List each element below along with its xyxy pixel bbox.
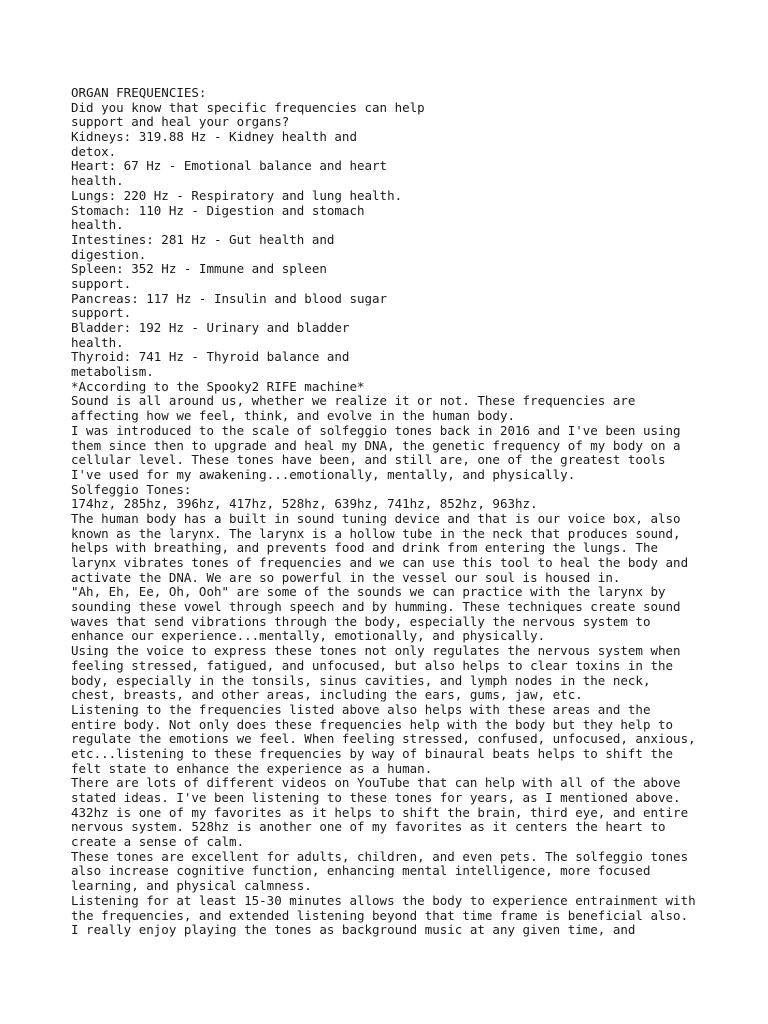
text-line: health. — [71, 173, 124, 189]
document-heading: ORGAN FREQUENCIES: — [71, 85, 207, 100]
text-line: activate the DNA. We are so powerful in the vessel our soul is housed in. — [71, 569, 621, 585]
text-line: felt state to enhance the experience as a human. — [71, 760, 433, 776]
text-line: Thyroid: 741 Hz - Thyroid balance and — [71, 349, 350, 365]
text-line: health. — [71, 217, 124, 233]
text-line: support. — [71, 305, 132, 321]
text-line: Using the voice to express these tones not only regulates the nervous system when — [71, 643, 681, 659]
text-line: also increase cognitive function, enhancing mental intelligence, more focused — [71, 863, 651, 879]
text-line: waves that send vibrations through the body, especially the nervous system to — [71, 613, 651, 629]
text-line: the frequencies, and extended listening beyond that time frame is beneficial also. — [71, 907, 689, 923]
text-line: sounding these vowel through speech and by humming. These techniques create sound — [71, 599, 681, 615]
text-line: known as the larynx. The larynx is a hollow tube in the neck that produces sound, — [71, 525, 681, 541]
text-line: I was introduced to the scale of solfeggio tones back in 2016 and I've been using — [71, 422, 681, 438]
text-line: nervous system. 528hz is another one of my favorites as it centers the heart to — [71, 819, 666, 835]
text-line: learning, and physical calmness. — [71, 878, 312, 894]
text-line: Listening for at least 15-30 minutes allows the body to experience entrainment with — [71, 892, 696, 908]
text-line: affecting how we feel, think, and evolve in the human body. — [71, 408, 516, 424]
text-line: The human body has a built in sound tuning device and that is our voice box, also — [71, 510, 681, 526]
text-line: regulate the emotions we feel. When feeling stressed, confused, unfocused, anxious, — [71, 731, 696, 747]
text-line: Kidneys: 319.88 Hz - Kidney health and — [71, 129, 357, 145]
text-line: health. — [71, 334, 124, 350]
text-line: Stomach: 110 Hz - Digestion and stomach — [71, 202, 365, 218]
text-line: entire body. Not only does these frequencies help with the body but they help to — [71, 716, 674, 732]
text-line: create a sense of calm. — [71, 834, 245, 850]
text-line: stated ideas. I've been listening to these tones for years, as I mentioned above. — [71, 790, 681, 805]
text-line: larynx vibrates tones of frequencies and we can use this tool to heal the body and — [71, 555, 689, 570]
text-line: Heart: 67 Hz - Emotional balance and heart — [71, 158, 388, 174]
text-line: support. — [71, 275, 132, 291]
text-line: Did you know that specific frequencies can help — [71, 99, 425, 115]
text-line: Solfeggio Tones: — [71, 481, 192, 497]
text-line: There are lots of different videos on YouTube that can help with all of the above — [71, 775, 681, 791]
text-line: Pancreas: 117 Hz - Insulin and blood sugar — [71, 290, 388, 306]
text-line: cellular level. These tones have been, and still are, one of the greatest tools — [71, 452, 666, 468]
text-line: Sound is all around us, whether we realize it or not. These frequencies are — [71, 393, 636, 409]
text-line: feeling stressed, fatigued, and unfocused, but also helps to clear toxins in the — [71, 657, 674, 673]
document-body — [71, 86, 711, 938]
text-line: detox. — [71, 143, 117, 159]
text-line: etc...listening to these frequencies by way of binaural beats helps to shift the — [71, 745, 674, 761]
text-line: Bladder: 192 Hz - Urinary and bladder — [71, 320, 350, 335]
text-line: *According to the Spooky2 RIFE machine* — [71, 378, 365, 394]
text-line: 432hz is one of my favorites as it helps to shift the brain, third eye, and entire — [71, 804, 689, 820]
text-line: Lungs: 220 Hz - Respiratory and lung health. — [71, 187, 403, 203]
text-line: These tones are excellent for adults, children, and even pets. The solfeggio tones — [71, 848, 689, 864]
text-line: Listening to the frequencies listed above also helps with these areas and the — [71, 701, 651, 717]
text-line: enhance our experience...mentally, emotionally, and physically. — [71, 628, 546, 644]
text-line: Intestines: 281 Hz - Gut health and — [71, 231, 335, 247]
text-line: Spleen: 352 Hz - Immune and spleen — [71, 261, 327, 277]
text-line: helps with breathing, and prevents food and drink from entering the lungs. The — [71, 540, 658, 556]
text-line: body, especially in the tonsils, sinus cavities, and lymph nodes in the neck, — [71, 672, 651, 688]
text-line: them since then to upgrade and heal my DNA, the genetic frequency of my body on a — [71, 437, 681, 453]
text-line: 174hz, 285hz, 396hz, 417hz, 528hz, 639hz, 741hz, 852hz, 963hz. — [71, 496, 538, 512]
text-line: I've used for my awakening...emotionally, mentally, and physically. — [71, 466, 576, 482]
text-line: chest, breasts, and other areas, including the ears, gums, jaw, etc. — [71, 687, 583, 703]
text-line: metabolism. — [71, 364, 154, 380]
text-line: I really enjoy playing the tones as background music at any given time, and — [71, 922, 636, 938]
text-line: digestion. — [71, 246, 147, 262]
text-line: support and heal your organs? — [71, 114, 290, 130]
text-line: "Ah, Eh, Ee, Oh, Ooh" are some of the sounds we can practice with the larynx by — [71, 584, 666, 600]
